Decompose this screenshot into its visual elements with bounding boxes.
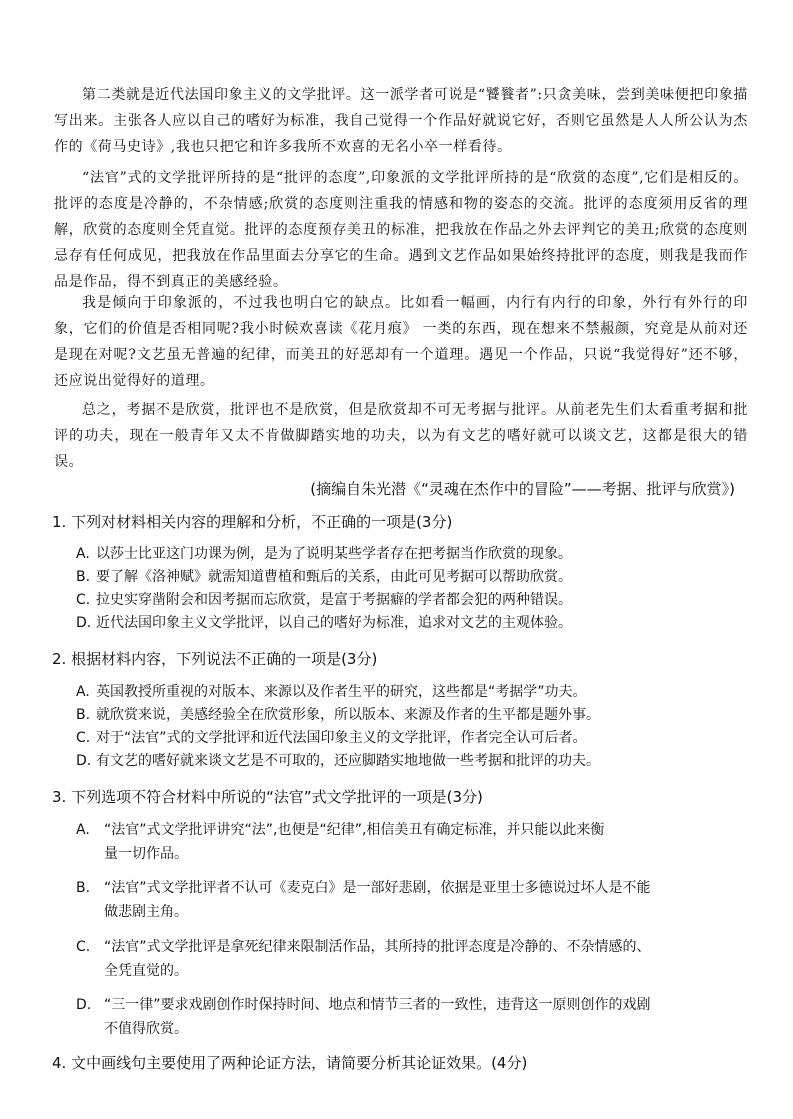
option-label: B. [76,707,91,723]
option-text-line-1: “法官”式文学批评者不认可《麦克白》是一部好悲剧，依据是亚里士多德说过坏人是不能 [104,880,651,896]
passage-source: (摘编自朱光潜《“灵魂在杰作中的冒险”——考据、批评与欣赏》) [310,480,735,498]
question-3-option-b [76,876,746,924]
option-text-line-2: 做悲剧主角。 [104,904,188,920]
option-text-line-1: “三一律”要求戏剧创作时保持时间、地点和情节三者的一致性，违背这一原则创作的戏剧 [104,997,651,1013]
question-1-option-a [76,543,746,565]
option-text: 就欣赏来说，美感经验全在欣赏形象，所以版本、来源及作者的生平都是题外事。 [96,707,600,723]
option-label: A. [76,684,90,700]
question-2-stem: 2. 根据材料内容，下列说法不正确的一项是(3分) [52,650,378,668]
question-1-option-d [76,612,746,634]
question-3-stem: 3. 下列选项不符合材料中所说的“法官”式文学批评的一项是(3分) [52,788,483,806]
option-label: D. [76,615,92,631]
question-4-stem: 4. 文中画线句主要使用了两种论证方法，请简要分析其论证效果。(4分) [52,1054,528,1072]
option-text: 以莎士比亚这门功课为例，是为了说明某些学者存在把考据当作欣赏的现象。 [96,546,572,562]
option-text-line-1: “法官”式文学批评是拿死纪律来限制活作品，其所持的批评态度是冷静的、不杂情感的、 [104,939,651,955]
question-1-option-c [76,589,746,611]
option-label: A. [76,546,90,562]
option-text-line-2: 全凭直觉的。 [104,963,188,979]
option-text-line-2: 量一切作品。 [104,846,188,862]
option-text: 近代法国印象主义文学批评，以自己的嗜好为标准，追求对文艺的主观体验。 [96,615,572,631]
passage-paragraph-1: 第二类就是近代法国印象主义的文学批评。这一派学者可说是“饕餮者”:只贪美味，尝到美味便把印象描写出来。主张各人应以自己的嗜好为标准，我自己觉得一个作品好就说它好，否则它虽然是人人所公认为杰作的《荷马史诗》,我也只把它和许多我所不欢喜的无名小卒一样看待。 [54,87,748,155]
question-3-option-a [76,818,746,866]
option-label: C. [76,592,91,608]
passage-paragraph-4: 总之，考据不是欣赏，批评也不是欣赏，但是欣赏却不可无考据与批评。从前老先生们太看重考据和批评的功夫，现在一般青年又太不肯做脚踏实地的功夫，以为有文艺的嗜好就可以谈文艺，这都是很大的错误。 [54,402,748,470]
option-label: C. [76,939,91,955]
option-text: 拉史实穿凿附会和因考据而忘欣赏，是富于考据癖的学者都会犯的两种错误。 [96,592,572,608]
option-label: B. [76,569,91,585]
option-text: 有文艺的嗜好就来谈文艺是不可取的，还应脚踏实地地做一些考据和批评的功夫。 [96,753,600,769]
question-1-stem: 1. 下列对材料相关内容的理解和分析，不正确的一项是(3分) [52,513,453,531]
option-text: 英国教授所重视的对版本、来源以及作者生平的研究，这些都是“考据学”功夫。 [96,684,587,700]
question-1-option-b [76,566,746,588]
option-text: 对于“法官”式的文学批评和近代法国印象主义的文学批评，作者完全认可后者。 [96,730,587,746]
option-label: C. [76,730,91,746]
option-label: D. [76,753,92,769]
passage-paragraph-3: 我是倾向于印象派的，不过我也明白它的缺点。比如看一幅画，内行有内行的印象，外行有外行的印象，它们的价值是否相同呢?我小时候欢喜读《花月痕》 一类的东西，现在想来不禁赧颜，究竟是从前对还是现在对呢?文艺虽无普遍的纪律，而美丑的好恶却有一个道理。遇见一个作品，只说“我觉得好”还不够，还应说出觉得好的道理。 [54,295,748,389]
question-3-option-c [76,935,746,983]
question-2-option-a [76,681,746,703]
option-label: D. [76,997,92,1013]
option-text-line-2: 不值得欣赏。 [104,1021,188,1037]
question-2-option-d [76,750,746,772]
option-text: 要了解《洛神赋》就需知道曹植和甄后的关系，由此可见考据可以帮助欣赏。 [96,569,572,585]
question-2-option-b [76,704,746,726]
option-label: A. [76,822,90,838]
question-2-option-c [76,727,746,749]
question-3-option-d [76,993,746,1041]
passage-paragraph-2: “法官”式的文学批评所持的是“批评的态度”,印象派的文学批评所持的是“欣赏的态度”,它们是相反的。批评的态度是冷静的，不杂情感;欣赏的态度则注重我的情感和物的姿态的交流。批评的态度须用反省的理解，欣赏的态度则全凭直觉。批评的态度预存美丑的标准，把我放在作品之外去评判它的美丑;欣赏的态度则忌存有任何成见，把我放在作品里面去分享它的生命。遇到文艺作品如果始终持批评的态度，则我是我而作品是作品，得不到真正的美感经验。 [54,170,748,290]
option-label: B. [76,880,91,896]
option-text-line-1: “法官”式文学批评讲究“法”,也便是“纪律”,相信美丑有确定标准，并只能以此来衡 [104,822,605,838]
